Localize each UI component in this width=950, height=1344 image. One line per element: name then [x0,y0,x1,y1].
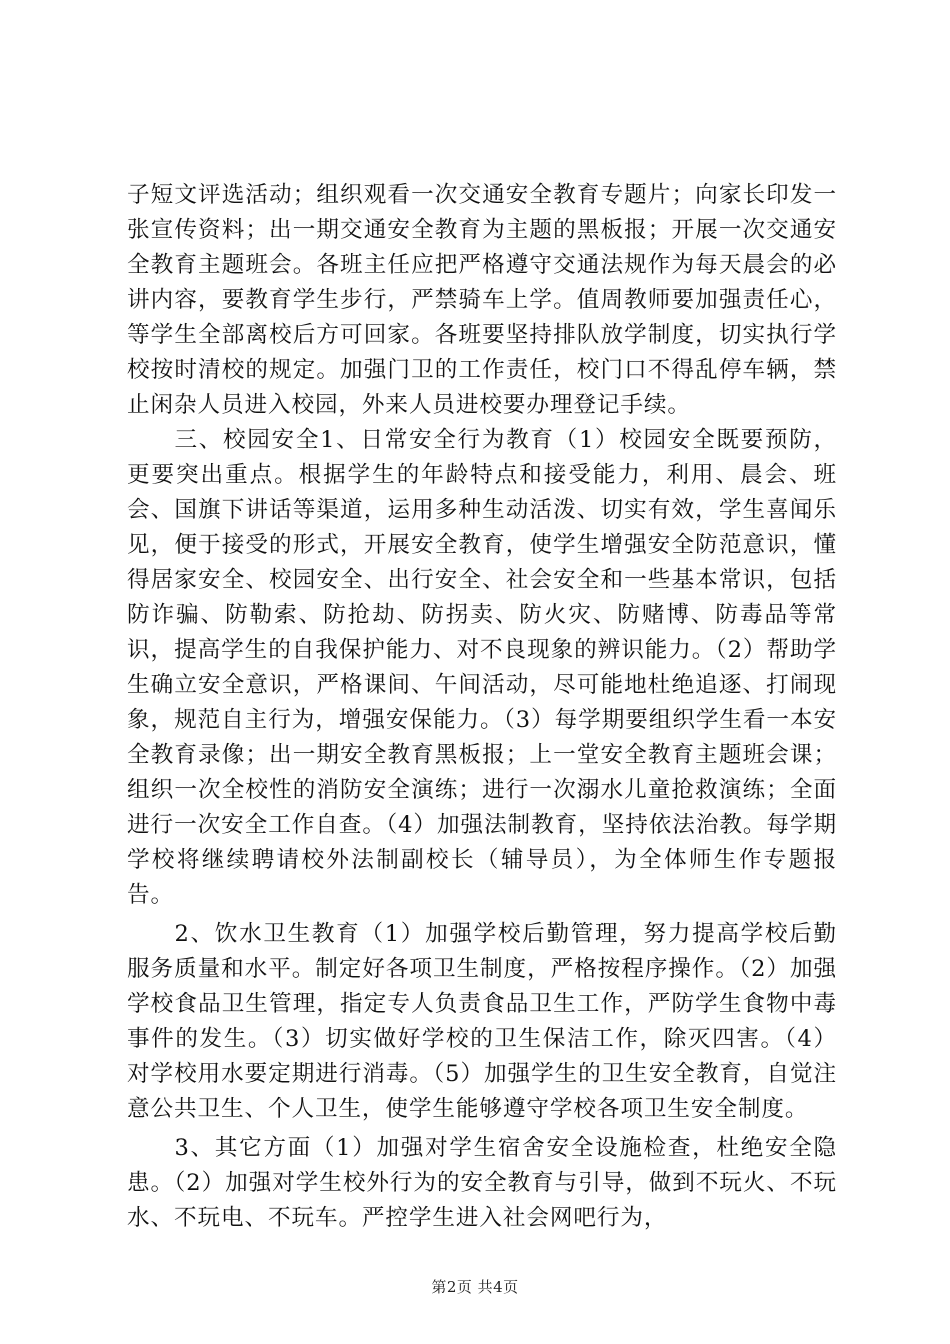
paragraph-traffic-safety-continued: 子短文评选活动；组织观看一次交通安全教育专题片；向家长印发一张宣传资料；出一期交通安全教育为主题的黑板报；开展一次交通安全教育主题班会。各班主任应把严格遵守交通法规作为每天晨会的必讲内容，要教育学生步行，严禁骑车上学。值周教师要加强责任心，等学生全部离校后方可回家。各班要坚持排队放学制度，切实执行学校按时清校的规定。加强门卫的工作责任，校门口不得乱停车辆，禁止闲杂人员进入校园，外来人员进校要办理登记手续。 [127,182,837,418]
document-body [127,178,837,1236]
paragraph-drinking-water-hygiene: 2、饮水卫生教育（1）加强学校后勤管理，努力提高学校后勤服务质量和水平。制定好各项卫生制度，严格按程序操作。（2）加强学校食品卫生管理，指定专人负责食品卫生工作，严防学生食物中毒事件的发生。（3）切实做好学校的卫生保洁工作，除灭四害。（4）对学校用水要定期进行消毒。（5）加强学生的卫生安全教育，自觉注意公共卫生、个人卫生，使学生能够遵守学校各项卫生安全制度。 [127,921,837,1122]
paragraph-other-aspects: 3、其它方面（1）加强对学生宿舍安全设施检查，杜绝安全隐患。（2）加强对学生校外行为的安全教育与引导，做到不玩火、不玩水、不玩电、不玩车。严控学生进入社会网吧行为， [127,1135,837,1231]
page-number-footer: 第2页 共4页 [431,1278,519,1296]
paragraph-campus-safety: 三、校园安全1、日常安全行为教育（1）校园安全既要预防，更要突出重点。根据学生的年龄特点和接受能力，利用、晨会、班会、国旗下讲话等渠道，运用多种生动活泼、切实有效，学生喜闻乐见，便于接受的形式，开展安全教育，使学生增强安全防范意识，懂得居家安全、校园安全、出行安全、社会安全和一些基本常识，包括防诈骗、防勒索、防抢劫、防拐卖、防火灾、防赌博、防毒品等常识，提高学生的自我保护能力、对不良现象的辨识能力。（2）帮助学生确立安全意识，严格课间、午间活动，尽可能地杜绝追逐、打闹现象，规范自主行为，增强安保能力。（3）每学期要组织学生看一本安全教育录像；出一期安全教育黑板报；上一堂安全教育主题班会课；组织一次全校性的消防安全演练；进行一次溺水儿童抢救演练；全面进行一次安全工作自查。（4）加强法制教育，坚持依法治教。每学期学校将继续聘请校外法制副校长（辅导员），为全体师生作专题报告。 [127,427,837,908]
